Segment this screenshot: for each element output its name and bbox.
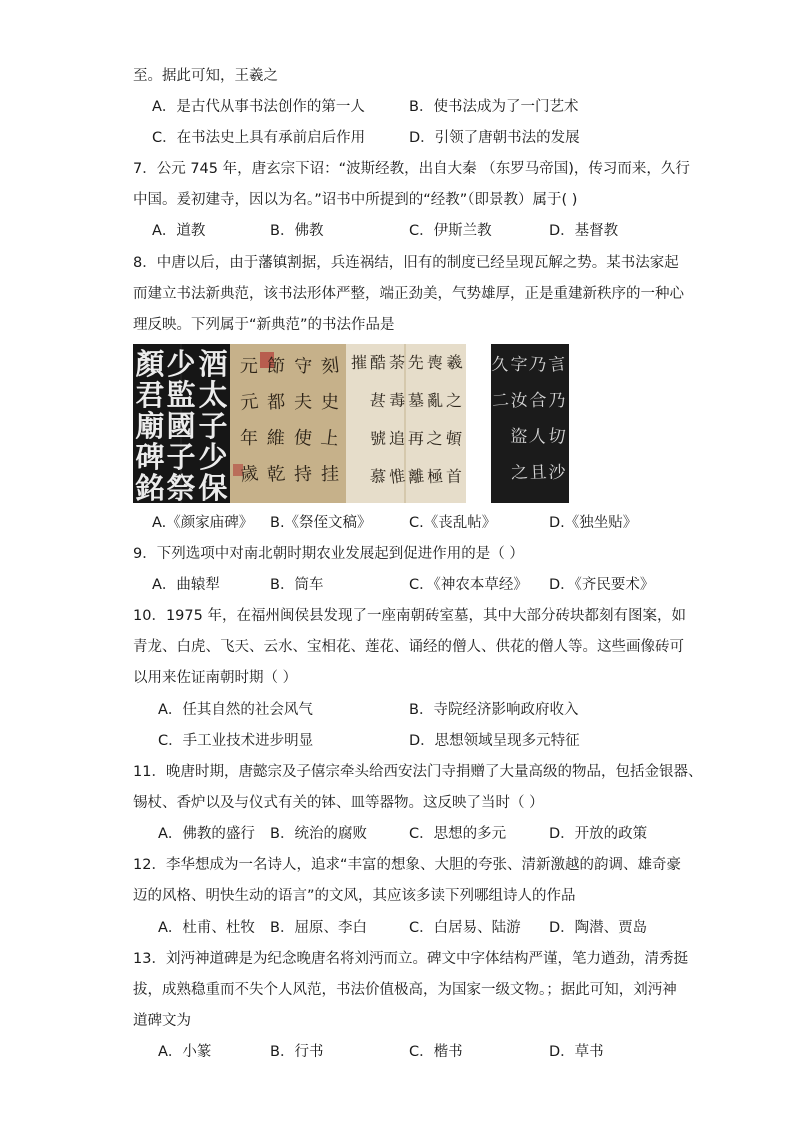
calligraphy-char: 維 [266,427,286,450]
calligraphy-char: 刻 [320,354,341,378]
calligraphy-char: 國 [166,409,196,443]
q7-option-b[interactable]: B．佛教 [270,223,324,239]
q10-option-d[interactable]: D．思想领域呈现多元特征 [409,733,580,749]
panel-c-svg [346,344,466,503]
calligraphy-char: 毒 [388,390,407,411]
q6-option-b[interactable]: B．使书法成为了一门艺术 [409,99,579,115]
q8-stem-line-1: 8．中唐以后，由于藩镇割据，兵连祸结，旧有的制度已经呈现瓦解之势。某书法家起 [133,255,679,271]
q13-stem-line-1: 13．刘沔神道碑是为纪念晚唐名将刘沔而立。碑文中字体结构严谨，笔力遒劲，清秀挺 [133,951,688,967]
q8-option-b[interactable]: B.《祭侄文稿》 [270,515,372,531]
q8-option-a[interactable]: A.《颜家庙碑》 [152,515,254,531]
q12-stem-line-1: 12．李华想成为一名诗人，追求“丰富的想象、大胆的夸张、清新激越的韵调、雄奇豪 [133,857,681,873]
q9-option-d[interactable]: D．《齐民要术》 [549,577,655,593]
q9-option-a[interactable]: A．曲辕犁 [152,577,220,593]
calligraphy-char: 乃 [528,354,548,376]
q8-stem-line-2: 而建立书法新典范，该书法形体严整，端正劲美，气势雄厚，正是重建新秩序的一种心 [133,286,684,302]
calligraphy-char: 切 [546,426,567,448]
calligraphy-char: 碑 [135,440,165,474]
q7-stem-line-1: 7．公元 745 年，唐玄宗下诏：“波斯经教，出自大秦 （东罗马帝国)，传习而来，久行 [133,161,690,177]
q13-option-d[interactable]: D．草书 [549,1044,604,1060]
q8-stem-line-3: 理反映。下列属于“新典范”的书法作品是 [133,317,395,333]
panel-b-svg [230,344,346,503]
calligraphy-char: 汝 [510,390,529,412]
calligraphy-char: 使 [292,427,313,450]
calligraphy-char: 先 [407,352,425,373]
q13-stem-line-2: 拔，成熟稳重而不失个人风范，书法价值极高，为国家一级文物。；据此可知，刘沔神 [133,982,677,998]
q10-stem-line-3: 以用来佐证南朝时期（ ） [133,670,298,686]
calligraphy-char: 合 [529,390,547,412]
panel-d-svg [491,344,569,503]
calligraphy-char: 盜 [509,426,528,448]
calligraphy-char: 惟 [388,466,407,487]
calligraphy-char: 荼 [388,352,406,373]
calligraphy-image-strip [133,344,569,503]
q7-option-a[interactable]: A．道教 [152,223,206,239]
q7-option-d[interactable]: D．基督教 [549,223,619,239]
q10-stem-line-1: 10．1975 年，在福州闽侯县发现了一座南朝砖室墓，其中大部分砖块都刻有图案，如 [133,608,686,624]
calligraphy-char: 酒 [198,347,228,381]
calligraphy-char: 亂 [426,390,444,411]
q6-option-d[interactable]: D．引领了唐朝书法的发展 [409,130,580,146]
calligraphy-char: 字 [509,354,528,376]
panel-a-svg [133,344,230,503]
calligraphy-char: 言 [547,354,568,376]
calligraphy-char: 節 [266,355,286,378]
calligraphy-char: 元 [239,391,260,414]
calligraphy-char: 銘 [135,471,165,503]
q13-option-c[interactable]: C．楷书 [409,1044,463,1060]
q9-option-c[interactable]: C．《神农本草经》 [409,577,528,593]
calligraphy-char: 喪 [425,352,444,373]
q12-option-a[interactable]: A．杜甫、杜牧 [158,920,255,936]
calligraphy-char: 子 [198,409,228,443]
calligraphy-char: 號 [369,428,387,449]
q6-option-a[interactable]: A．是古代从事书法创作的第一人 [152,99,365,115]
calligraphy-char: 挂 [320,463,340,486]
q10-option-c[interactable]: C．手工业技术进步明显 [158,733,314,749]
q11-stem-line-2: 锡杖、香炉以及与仪式有关的钵、皿等器物。这反映了当时（ ） [133,795,544,811]
calligraphy-char: 太 [198,378,228,412]
q13-option-a[interactable]: A．小篆 [158,1044,212,1060]
calligraphy-panel-sangluan-tie [346,344,466,503]
q12-option-b[interactable]: B．屈原、李白 [270,920,367,936]
calligraphy-char: 酷 [369,353,387,372]
calligraphy-char: 二 [491,390,510,412]
calligraphy-char: 之 [509,462,529,484]
calligraphy-char: 都 [266,391,286,414]
q11-option-d[interactable]: D．开放的政策 [549,826,648,842]
calligraphy-char: 墓 [407,390,425,411]
calligraphy-char: 夫 [293,391,313,414]
calligraphy-char: 頓 [444,428,463,449]
q11-option-a[interactable]: A．佛教的盛行 [158,826,255,842]
q9-stem-line-1: 9．下列选项中对南北朝时期农业发展起到促进作用的是（ ） [133,546,524,562]
calligraphy-char: 慕 [368,466,387,487]
q6-option-c[interactable]: C．在书法史上具有承前启后作用 [152,130,366,146]
calligraphy-char: 追 [388,428,406,449]
calligraphy-char: 羲 [445,352,464,373]
calligraphy-char: 摧 [350,352,368,373]
q13-stem-line-3: 道碑文为 [133,1013,191,1029]
calligraphy-char: 極 [426,466,444,487]
calligraphy-char: 之 [425,428,444,449]
calligraphy-char: 祭 [166,471,196,503]
calligraphy-char: 之 [445,391,463,410]
q12-option-c[interactable]: C．白居易、陆游 [409,920,521,936]
q12-option-d[interactable]: D．陶潜、贾岛 [549,920,648,936]
calligraphy-char: 元 [239,355,259,378]
calligraphy-char: 首 [445,466,463,487]
q6-stem-tail: 至。据此可知，王羲之 [133,68,278,84]
calligraphy-char: 且 [529,462,548,484]
calligraphy-char: 子 [166,440,196,474]
calligraphy-char: 持 [293,463,313,486]
q7-stem-line-2: 中国。爰初建寺，因以为名。”诏书中所提到的“经教”（即景教）属于( ) [133,192,578,208]
q11-option-b[interactable]: B．统治的腐败 [270,826,367,842]
q7-option-c[interactable]: C．伊斯兰教 [409,223,492,239]
calligraphy-char: 監 [166,378,196,412]
q12-stem-line-2: 迈的风格、明快生动的语言”的文风，其应该多读下列哪组诗人的作品 [133,888,576,904]
calligraphy-char: 歲 [239,462,260,486]
q11-option-c[interactable]: C．思想的多元 [409,826,507,842]
calligraphy-char: 甚 [368,390,387,411]
calligraphy-char: 離 [407,466,426,487]
calligraphy-char: 乃 [548,391,566,411]
calligraphy-char: 年 [239,427,259,450]
q10-option-a[interactable]: A．任其自然的社会风气 [158,702,313,718]
calligraphy-panel-yanjia-miao-bei [133,344,230,503]
q11-stem-line-1: 11．晚唐时期，唐懿宗及子僖宗牵头给西安法门寺捐赠了大量高级的物品，包括金银器、 [133,764,703,780]
calligraphy-char: 再 [407,428,425,449]
calligraphy-char: 上 [319,426,340,450]
calligraphy-char: 君 [135,378,165,412]
calligraphy-char: 少 [166,347,196,381]
q8-option-d[interactable]: D.《独坐贴》 [549,515,638,531]
calligraphy-char: 乾 [266,463,287,486]
calligraphy-char: 廟 [135,409,165,443]
calligraphy-char: 久 [491,354,509,376]
q9-option-b[interactable]: B．筒车 [270,577,324,593]
q8-option-c[interactable]: C.《丧乱帖》 [409,515,497,531]
calligraphy-panel-duzuo-tie [491,344,569,503]
calligraphy-panel-jizhi-wengao [230,344,346,503]
calligraphy-char: 史 [321,392,339,413]
calligraphy-char: 人 [528,426,548,448]
q10-stem-line-2: 青龙、白虎、飞天、云水、宝相花、莲花、诵经的僧人、供花的僧人等。这些画像砖可 [133,639,684,655]
calligraphy-char: 守 [292,355,313,378]
calligraphy-char: 保 [198,471,228,503]
calligraphy-char: 少 [198,440,228,474]
calligraphy-char: 沙 [548,462,566,484]
q10-option-b[interactable]: B．寺院经济影响政府收入 [409,702,579,718]
calligraphy-char: 顏 [135,347,165,381]
q13-option-b[interactable]: B．行书 [270,1044,324,1060]
